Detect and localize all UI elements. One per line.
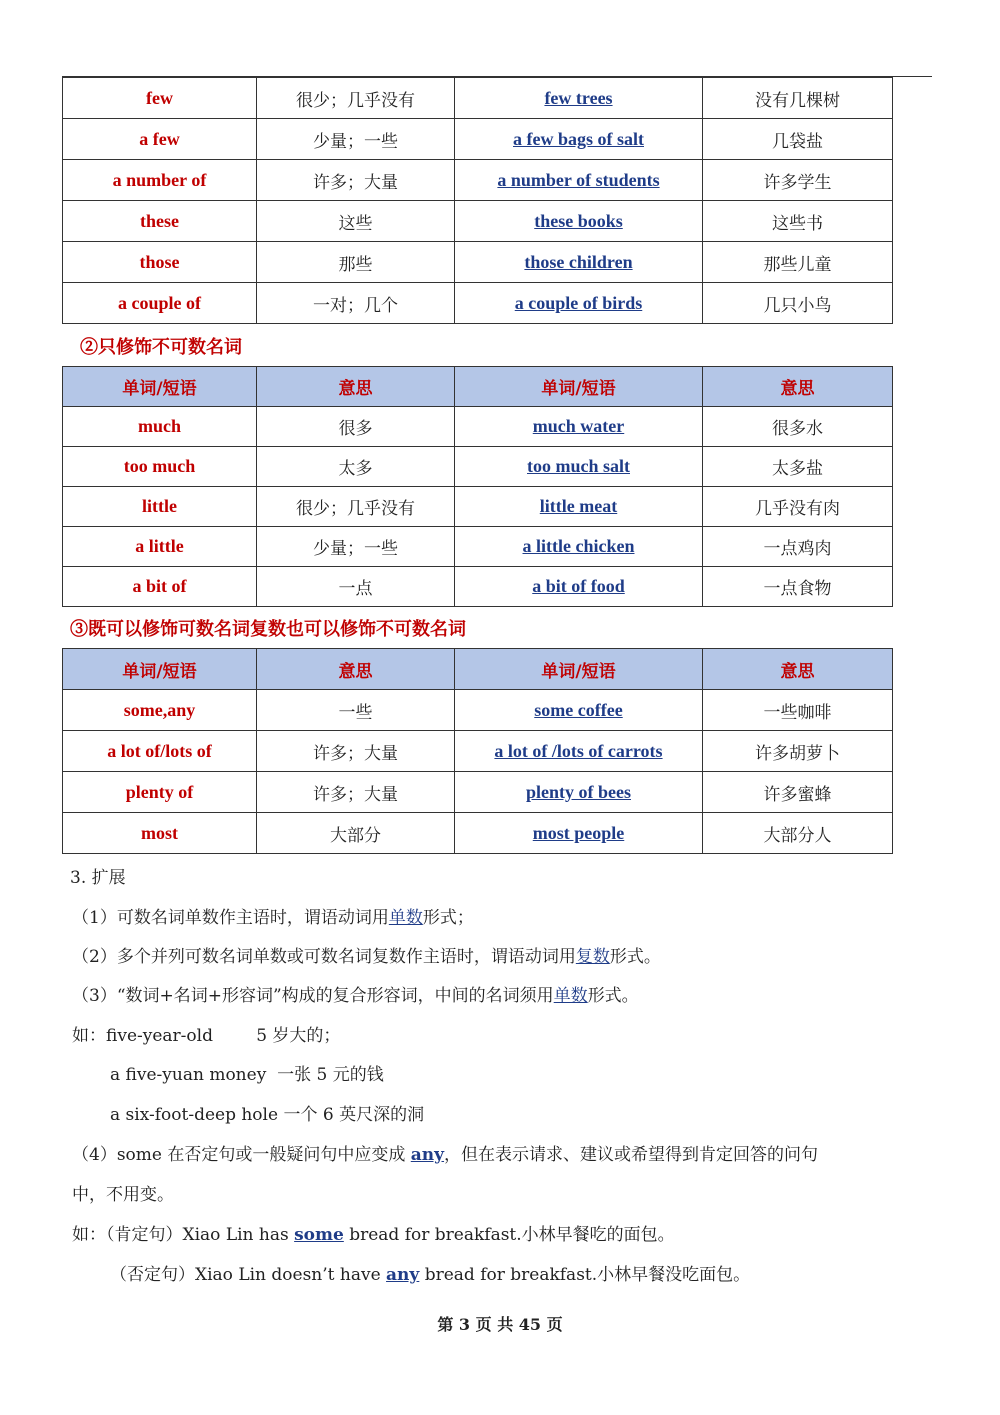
phrase-meaning-cell: 没有几棵树 [755,90,840,111]
highlighted-term: any [410,1145,445,1165]
phrase-cell: a couple of birds [514,292,643,313]
meaning-cell: 一点 [338,579,373,599]
phrase-meaning-cell: 一点鸡肉 [763,539,832,559]
table-cell [455,567,703,607]
word-cell: most [141,822,178,843]
table-cell [257,201,455,242]
note-text: 如：five-year-old 5 岁大的； [72,1026,341,1046]
table-cell [455,119,703,160]
section-heading-uncountable: ②只修饰不可数名词 [80,337,242,358]
section-heading-both: ③既可以修饰可数名词复数也可以修饰不可数名词 [70,619,466,640]
word-cell: those [139,251,180,272]
table-row [63,527,893,567]
phrase-meaning-cell: 一些咖啡 [763,702,832,723]
meaning-cell: 一些 [338,702,373,723]
uncountable-table [62,366,893,607]
table-cell [257,407,455,447]
table-cell [257,772,455,813]
table-cell [257,242,455,283]
table-cell [703,201,893,242]
note-text: （2）多个并列可数名词单数或可数名词复数作主语时，谓语动词用 [72,947,576,967]
countable-table [62,77,893,324]
table-cell [703,160,893,201]
table-cell [455,447,703,487]
table-cell [703,78,893,119]
table-cell [63,527,257,567]
note-line [72,1220,675,1245]
note-line [72,1021,340,1046]
word-cell: a little [135,536,184,556]
column-header: 意思 [257,649,455,690]
table-cell [455,407,703,447]
header-row [63,649,893,690]
table-cell [455,160,703,201]
column-header: 单词/短语 [63,367,257,407]
table-row [63,731,893,772]
meaning-cell: 少量；一些 [313,539,398,559]
table-cell [63,690,257,731]
meaning-cell: 许多；大量 [313,784,398,805]
word-cell: a couple of [118,292,201,313]
word-cell: these [140,210,179,231]
table-cell [63,160,257,201]
both-table [62,648,893,854]
highlighted-term: 单数 [553,986,588,1006]
note-text: （1）可数名词单数作主语时，谓语动词用 [72,908,389,928]
table-row [63,690,893,731]
phrase-cell: these books [534,210,623,231]
note-line [72,1180,174,1205]
phrase-cell: most people [532,822,625,843]
table-row [63,487,893,527]
meaning-cell: 太多 [338,459,373,479]
meaning-cell: 少量；一些 [313,131,398,152]
table-row [63,201,893,242]
table-cell [257,527,455,567]
note-text: a five-yuan money 一张 5 元的钱 [110,1065,384,1085]
table-cell [63,78,257,119]
table-cell [703,690,893,731]
column-header: 单词/短语 [455,649,703,690]
word-cell: much [137,416,181,436]
word-cell: too much [123,456,196,476]
phrase-meaning-cell: 几袋盐 [772,131,823,152]
table-cell [703,567,893,607]
table-cell [703,772,893,813]
highlighted-term: some [294,1225,344,1245]
table-cell [455,78,703,119]
word-cell: some,any [123,699,196,720]
phrase-cell: a number of students [497,169,660,190]
word-cell: a few [139,128,180,149]
note-text: （3）“数词+名词+形容词”构成的复合形容词，中间的名词须用 [72,986,554,1006]
phrase-meaning-cell: 几乎没有肉 [755,499,840,519]
table-cell [257,119,455,160]
note-line [72,942,661,967]
note-text: bread for breakfast.小林早餐没吃面包。 [419,1265,751,1285]
column-header: 意思 [703,367,893,407]
page-number: 第 3 页 共 45 页 [437,1315,563,1334]
phrase-meaning-cell: 一点食物 [763,579,832,599]
table-row [63,160,893,201]
table-cell [63,283,257,324]
table-cell [455,772,703,813]
note-line [70,863,126,888]
note-text: ，但在表示请求、建议或希望得到肯定回答的问句 [444,1145,819,1165]
table-cell [703,527,893,567]
note-text: 形式； [422,908,474,928]
table-cell [257,78,455,119]
table-cell [703,283,893,324]
column-header: 意思 [257,367,455,407]
note-text: 形式。 [609,947,661,967]
meaning-cell: 许多；大量 [313,172,398,193]
table-cell [257,731,455,772]
table-cell [455,283,703,324]
word-cell: a lot of/lots of [107,740,212,761]
word-cell: a number of [112,169,207,190]
phrase-cell: a little chicken [522,536,635,556]
column-header: 单词/短语 [455,367,703,407]
table-cell [257,283,455,324]
table-cell [257,690,455,731]
table-cell [703,813,893,854]
table-cell [703,731,893,772]
table-row [63,242,893,283]
table-cell [703,242,893,283]
phrase-meaning-cell: 这些书 [772,213,823,234]
meaning-cell: 那些 [338,254,373,275]
phrase-cell: those children [524,251,633,272]
note-text: （4）some 在否定句或一般疑问句中应变成 [72,1145,411,1165]
word-cell: few [146,87,173,108]
phrase-meaning-cell: 很多水 [772,419,823,439]
header-row [63,367,893,407]
note-text: 如：（肯定句）Xiao Lin has [72,1225,295,1245]
note-line [72,981,639,1006]
phrase-cell: too much salt [527,456,630,476]
table-cell [63,731,257,772]
phrase-cell: few trees [544,87,613,108]
table-cell [455,487,703,527]
table-row [63,78,893,119]
phrase-cell: a lot of /lots of carrots [494,740,663,761]
note-text: （否定句）Xiao Lin doesn’t have [110,1265,387,1285]
phrase-meaning-cell: 几只小鸟 [763,295,832,316]
meaning-cell: 许多；大量 [313,743,398,764]
note-line [72,1140,818,1165]
column-header: 单词/短语 [63,649,257,690]
table-cell [703,487,893,527]
meaning-cell: 很少；几乎没有 [296,90,415,111]
column-header: 意思 [703,649,893,690]
note-line [72,903,474,928]
table-cell [455,690,703,731]
phrase-meaning-cell: 许多蜜蜂 [763,784,832,805]
table-cell [257,567,455,607]
phrase-cell: little meat [539,496,618,516]
phrase-meaning-cell: 太多盐 [772,459,823,479]
note-text: a six-foot-deep hole 一个 6 英尺深的洞 [110,1105,425,1125]
note-text: 中，不用变。 [72,1185,174,1205]
word-cell: a bit of [132,576,187,596]
table-cell [257,447,455,487]
table-cell [63,567,257,607]
table-row [63,813,893,854]
word-cell: plenty of [125,781,194,802]
phrase-cell: much water [532,416,625,436]
meaning-cell: 一对；几个 [313,295,398,316]
table-cell [63,242,257,283]
note-line [110,1100,424,1125]
note-text: 形式。 [587,986,639,1006]
table-row [63,567,893,607]
table-row [63,407,893,447]
table-cell [257,160,455,201]
table-cell [257,813,455,854]
table-row [63,283,893,324]
meaning-cell: 大部分 [330,825,381,846]
table-cell [63,813,257,854]
table-cell [703,119,893,160]
note-line [110,1260,750,1285]
table-cell [455,813,703,854]
phrase-cell: a bit of food [532,576,625,596]
note-text: 3. 扩展 [70,868,126,888]
meaning-cell: 很多 [338,419,373,439]
word-cell: little [142,496,177,516]
meaning-cell: 很少；几乎没有 [296,499,415,519]
table-cell [455,201,703,242]
phrase-cell: some coffee [534,699,623,720]
highlighted-term: 单数 [388,908,423,928]
table-cell [63,201,257,242]
table-cell [455,242,703,283]
table-cell [257,487,455,527]
phrase-meaning-cell: 大部分人 [763,825,832,846]
note-text: bread for breakfast.小林早餐吃的面包。 [343,1225,675,1245]
table-cell [455,731,703,772]
table-cell [63,447,257,487]
highlighted-term: any [386,1265,420,1285]
phrase-meaning-cell: 那些儿童 [763,254,832,275]
table-cell [63,487,257,527]
meaning-cell: 这些 [338,213,373,234]
phrase-cell: plenty of bees [526,781,631,802]
phrase-meaning-cell: 许多胡萝卜 [755,743,840,764]
table-row [63,447,893,487]
table-cell [63,772,257,813]
table-cell [63,119,257,160]
note-line [110,1060,384,1085]
table-cell [703,407,893,447]
highlighted-term: 复数 [575,947,610,967]
table-row [63,119,893,160]
table-row [63,772,893,813]
phrase-cell: a few bags of salt [513,128,644,149]
table-cell [455,527,703,567]
table-cell [703,447,893,487]
table-cell [63,407,257,447]
phrase-meaning-cell: 许多学生 [763,172,832,193]
